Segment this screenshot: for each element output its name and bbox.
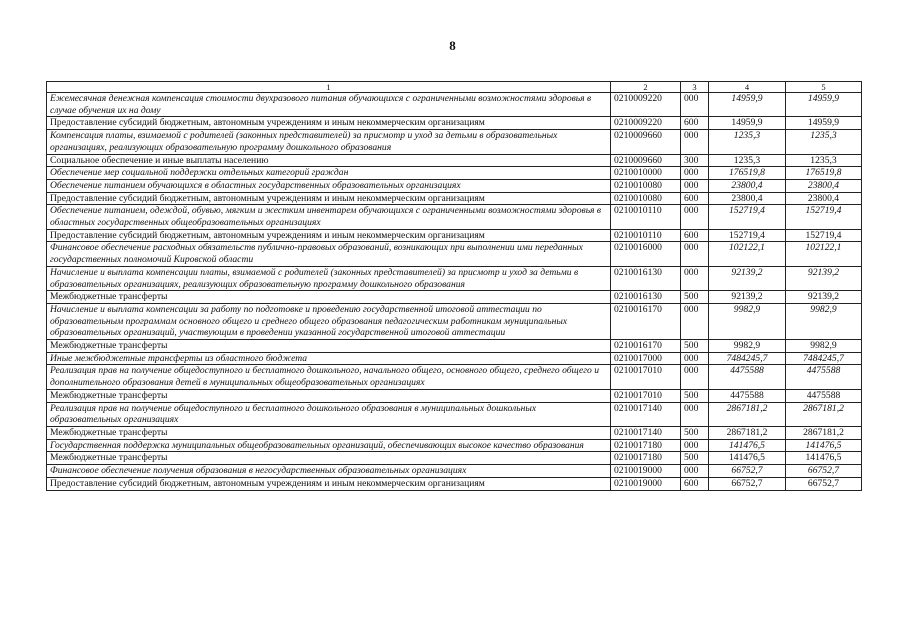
header-row [47,82,862,93]
table-row [47,389,862,402]
row-value-2: 66752,7 [786,477,862,490]
row-code: 0210016000 [611,242,681,266]
row-kind: 000 [681,167,709,180]
row-value-2: 152719,4 [786,205,862,229]
row-value-1: 14959,9 [709,93,786,117]
row-kind: 000 [681,465,709,478]
row-value-1: 152719,4 [709,229,786,242]
row-name: Межбюджетные трансферты [47,452,611,465]
row-code: 0210019000 [611,477,681,490]
row-code: 0210010110 [611,205,681,229]
row-name: Обеспечение мер социальной поддержки отдельных категорий граждан [47,167,611,180]
row-kind: 500 [681,452,709,465]
row-value-2: 102122,1 [786,242,862,266]
row-value-2: 1235,3 [786,154,862,167]
row-name: Обеспечение питанием обучающихся в областных государственных образовательных организациях [47,179,611,192]
row-kind: 000 [681,242,709,266]
row-value-2: 66752,7 [786,465,862,478]
row-value-2: 23800,4 [786,192,862,205]
row-value-2: 1235,3 [786,130,862,154]
row-kind: 000 [681,402,709,426]
row-value-1: 7484245,7 [709,352,786,365]
row-value-1: 141476,5 [709,439,786,452]
row-name: Иные межбюджетные трансферты из областного бюджета [47,352,611,365]
header-name: 1 [47,82,611,93]
row-value-2: 152719,4 [786,229,862,242]
row-value-2: 23800,4 [786,179,862,192]
row-value-2: 14959,9 [786,117,862,130]
row-code: 0210010080 [611,192,681,205]
row-value-1: 152719,4 [709,205,786,229]
row-value-1: 102122,1 [709,242,786,266]
row-kind: 000 [681,179,709,192]
row-value-2: 14959,9 [786,93,862,117]
row-code: 0210016130 [611,291,681,304]
table-row [47,154,862,167]
table-row [47,402,862,426]
row-value-2: 92139,2 [786,291,862,304]
row-kind: 600 [681,192,709,205]
row-value-2: 7484245,7 [786,352,862,365]
row-value-2: 4475588 [786,365,862,389]
row-kind: 000 [681,93,709,117]
header-kind: 3 [681,82,709,93]
row-value-1: 1235,3 [709,154,786,167]
row-code: 0210010110 [611,229,681,242]
row-kind: 000 [681,266,709,290]
row-value-2: 141476,5 [786,452,862,465]
row-kind: 500 [681,291,709,304]
row-value-1: 9982,9 [709,303,786,339]
row-code: 0210017180 [611,439,681,452]
row-value-2: 2867181,2 [786,426,862,439]
row-value-1: 92139,2 [709,291,786,304]
row-name: Межбюджетные трансферты [47,340,611,353]
row-value-2: 2867181,2 [786,402,862,426]
row-name: Межбюджетные трансферты [47,389,611,402]
row-value-1: 2867181,2 [709,402,786,426]
row-kind: 000 [681,205,709,229]
row-code: 0210009660 [611,154,681,167]
table-row [47,130,862,154]
row-code: 0210016170 [611,303,681,339]
page-number: 8 [449,38,456,53]
row-code: 0210010080 [611,179,681,192]
header-code: 2 [611,82,681,93]
row-name: Обеспечение питанием, одеждой, обувью, мягким и жестким инвентарем обучающихся с ограниченными возможностями здоровья в областных государственных общеобразовательных организациях [47,205,611,229]
row-code: 0210017140 [611,402,681,426]
table-row [47,242,862,266]
row-code: 0210017010 [611,389,681,402]
row-value-1: 66752,7 [709,477,786,490]
row-kind: 000 [681,352,709,365]
table-row [47,192,862,205]
row-name: Государственная поддержка муниципальных общеобразовательных организаций, обеспечивающих высокое качество образования [47,439,611,452]
row-kind: 300 [681,154,709,167]
row-value-1: 92139,2 [709,266,786,290]
row-code: 0210017140 [611,426,681,439]
row-value-2: 9982,9 [786,340,862,353]
table-row [47,426,862,439]
row-value-2: 4475588 [786,389,862,402]
budget-table [46,81,862,491]
row-value-1: 1235,3 [709,130,786,154]
row-code: 0210017010 [611,365,681,389]
table-row [47,266,862,290]
table-row [47,93,862,117]
table-row [47,452,862,465]
row-name: Предоставление субсидий бюджетным, автономным учреждениям и иным некоммерческим организациям [47,192,611,205]
row-code: 0210009220 [611,117,681,130]
row-value-2: 92139,2 [786,266,862,290]
row-name: Ежемесячная денежная компенсация стоимости двухразового питания обучающихся с ограниченными возможностями здоровья в случае обучения их на дому [47,93,611,117]
table-row [47,179,862,192]
row-value-1: 23800,4 [709,179,786,192]
row-value-1: 141476,5 [709,452,786,465]
row-name: Межбюджетные трансферты [47,426,611,439]
table-row [47,352,862,365]
row-code: 0210017180 [611,452,681,465]
table-row [47,205,862,229]
row-kind: 000 [681,130,709,154]
row-kind: 600 [681,477,709,490]
row-name: Социальное обеспечение и иные выплаты населению [47,154,611,167]
table-row [47,291,862,304]
row-name: Начисление и выплата компенсации за работу по подготовке и проведению государственной итоговой аттестации по образовательным программам основного общего и среднего общего образования педагогическим работникам муниципальных образовательных организаций, участвующим в проведении указанной государственной итоговой аттестации [47,303,611,339]
row-kind: 600 [681,117,709,130]
row-value-1: 176519,8 [709,167,786,180]
row-kind: 000 [681,365,709,389]
row-kind: 600 [681,229,709,242]
row-value-1: 4475588 [709,389,786,402]
row-name: Реализация прав на получение общедоступного и бесплатного дошкольного, начального общего, основного общего, среднего общего и дополнительного образования детей в муниципальных общеобразовательных организациях [47,365,611,389]
row-name: Финансовое обеспечение расходных обязательств публично-правовых образований, возникающих при выполнении ими переданных государственных полномочий Кировской области [47,242,611,266]
table-body [47,93,862,491]
table-row [47,439,862,452]
table-row [47,365,862,389]
row-value-2: 176519,8 [786,167,862,180]
row-code: 0210009660 [611,130,681,154]
row-name: Предоставление субсидий бюджетным, автономным учреждениям и иным некоммерческим организациям [47,477,611,490]
table-row [47,229,862,242]
row-value-1: 23800,4 [709,192,786,205]
row-code: 0210010000 [611,167,681,180]
table-row [47,340,862,353]
row-name: Компенсация платы, взимаемой с родителей (законных представителей) за присмотр и уход за детьми в образовательных организациях, реализующих образовательную программу дошкольного образования [47,130,611,154]
row-name: Межбюджетные трансферты [47,291,611,304]
table-row [47,303,862,339]
row-value-2: 141476,5 [786,439,862,452]
table-row [47,465,862,478]
row-value-2: 9982,9 [786,303,862,339]
row-code: 0210016170 [611,340,681,353]
row-name: Реализация прав на получение общедоступного и бесплатного дошкольного образования в муниципальных дошкольных образовательных организациях [47,402,611,426]
row-value-1: 14959,9 [709,117,786,130]
table-row [47,167,862,180]
row-name: Начисление и выплата компенсации платы, взимаемой с родителей (законных представителей) за присмотр и уход за детьми в образовательных организациях, реализующих образовательную программу дошкольного образования [47,266,611,290]
row-name: Финансовое обеспечение получения образования в негосударственных образовательных организациях [47,465,611,478]
row-name: Предоставление субсидий бюджетным, автономным учреждениям и иным некоммерческим организациям [47,229,611,242]
row-code: 0210019000 [611,465,681,478]
row-code: 0210017000 [611,352,681,365]
row-code: 0210016130 [611,266,681,290]
table-row [47,117,862,130]
row-kind: 000 [681,303,709,339]
row-kind: 500 [681,426,709,439]
row-kind: 500 [681,340,709,353]
header-value-2: 5 [786,82,862,93]
row-name: Предоставление субсидий бюджетным, автономным учреждениям и иным некоммерческим организациям [47,117,611,130]
row-value-1: 2867181,2 [709,426,786,439]
row-kind: 500 [681,389,709,402]
row-value-1: 66752,7 [709,465,786,478]
row-code: 0210009220 [611,93,681,117]
row-value-1: 9982,9 [709,340,786,353]
row-value-1: 4475588 [709,365,786,389]
row-kind: 000 [681,439,709,452]
header-value-1: 4 [709,82,786,93]
table-row [47,477,862,490]
